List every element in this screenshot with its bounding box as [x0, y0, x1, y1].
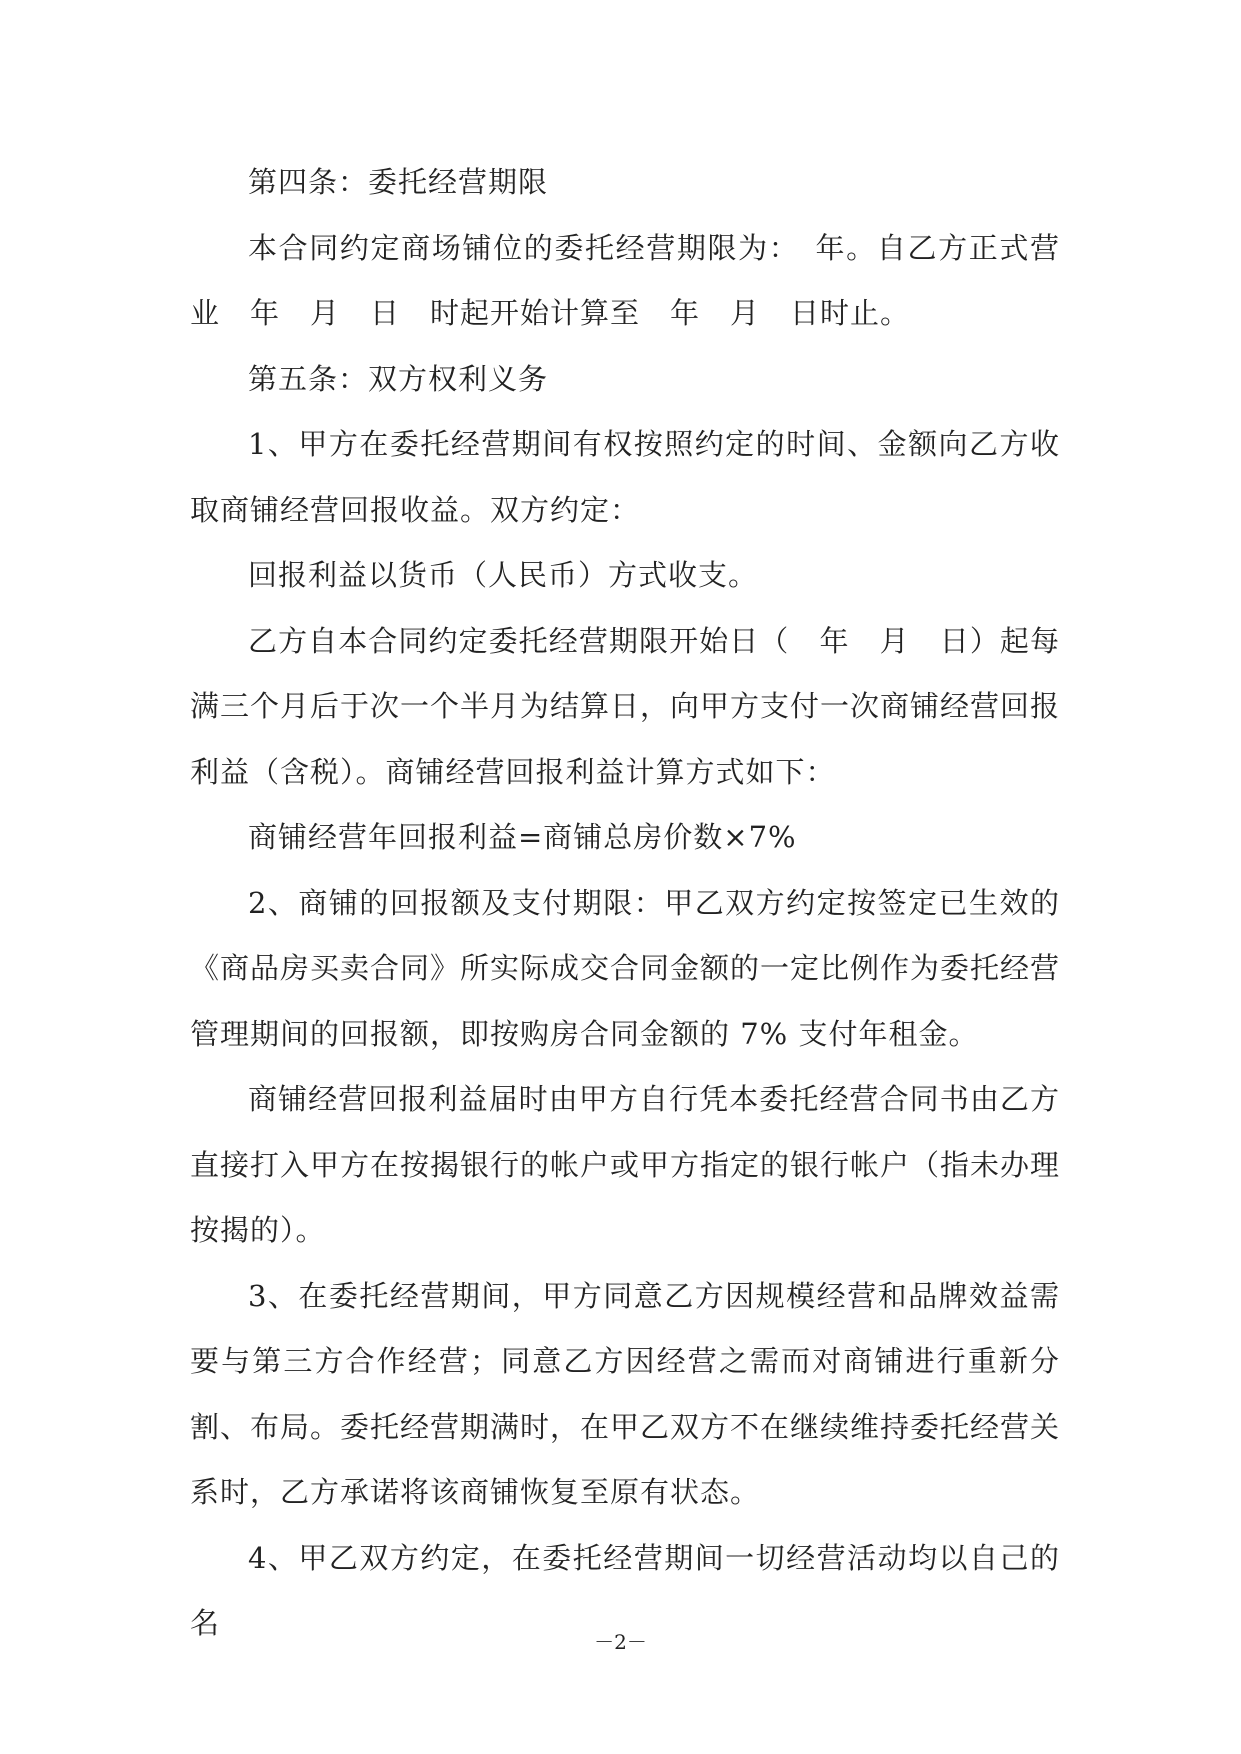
article-5-heading: 第五条：双方权利义务: [248, 361, 549, 396]
contract-body: [190, 150, 1060, 1657]
settlement-paragraph: 乙方自本合同约定委托经营期限开始日（ 年 月 日）起每满三个月后于次一个半月为结算日，向甲方支付一次商铺经营回报利益（含税）。商铺经营回报利益计算方式如下：: [190, 623, 1061, 789]
currency-paragraph: 回报利益以货币（人民币）方式收支。: [248, 558, 759, 592]
clause-4-paragraph: 4、甲乙双方约定，在委托经营期间一切经营活动均以自己的名: [190, 1540, 1060, 1640]
payment-account-paragraph: 商铺经营回报利益届时由甲方自行凭本委托经营合同书由乙方直接打入甲方在按揭银行的帐户或甲方指定的银行帐户（指未办理按揭的）。: [190, 1082, 1061, 1247]
clause-3-paragraph: 3、在委托经营期间，甲方同意乙方因规模经营和品牌效益需要与第三方合作经营；同意乙方因经营之需而对商铺进行重新分割、布局。委托经营期满时，在甲乙双方不在继续维持委托经营关系时，乙方承诺将该商铺恢复至原有状态。: [190, 1278, 1061, 1509]
clause-2-paragraph: 2、商铺的回报额及支付期限：甲乙双方约定按签定已生效的《商品房买卖合同》所实际成交合同金额的一定比例作为委托经营管理期间的回报额，即按购房合同金额的 7% 支付年租金。: [190, 885, 1061, 1051]
clause-1-paragraph: 1、甲方在委托经营期间有权按照约定的时间、金额向乙方收取商铺经营回报收益。双方约定：: [190, 427, 1060, 527]
article-4-heading: 第四条：委托经营期限: [248, 165, 549, 199]
article-4-term-paragraph: 本合同约定商场铺位的委托经营期限为： 年。自乙方正式营业 年 月 日 时起开始计算至 年 月 日时止。: [190, 230, 1060, 330]
page-number: －2－: [594, 1630, 647, 1654]
formula-paragraph: 商铺经营年回报利益=商铺总房价数×7%: [248, 820, 797, 854]
